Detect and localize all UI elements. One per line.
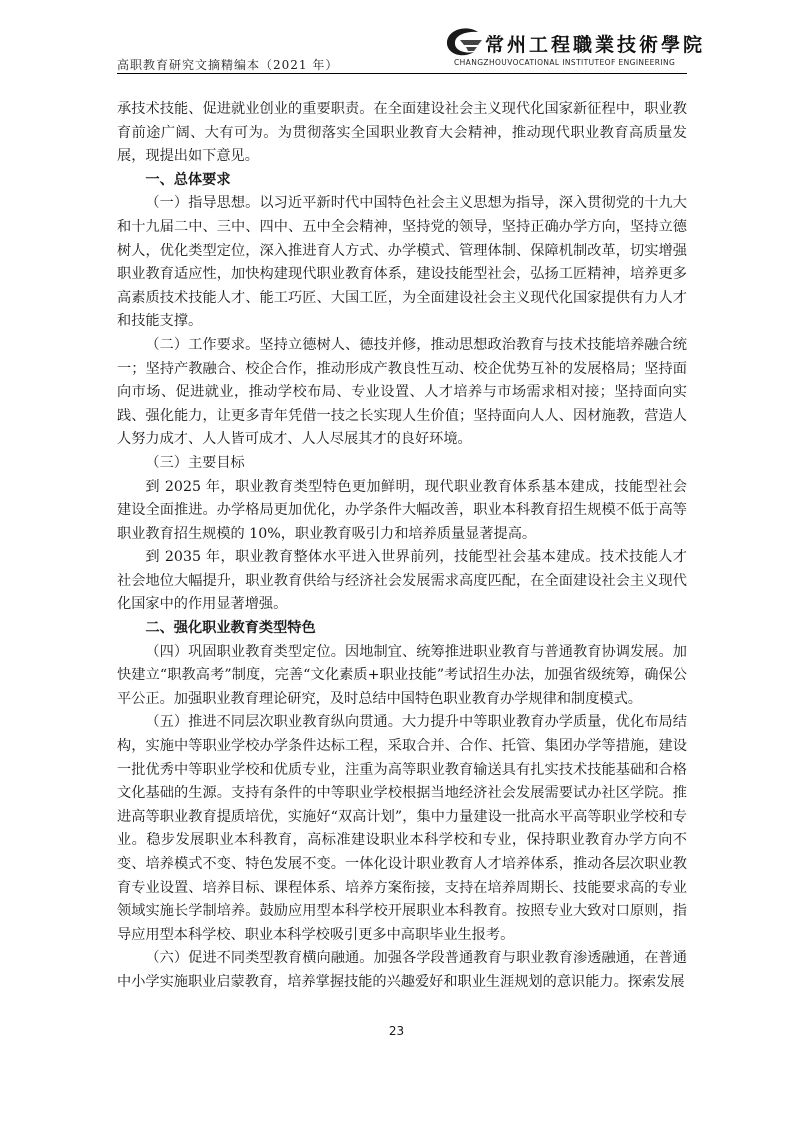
section-heading: 二、强化职业教育类型特色 xyxy=(145,620,316,637)
body-paragraph: （一）指导思想。以习近平新时代中国特色社会主义思想为指导，深入贯彻党的十九大和十九届二中、三中、四中、五中全会精神，坚持党的领导，坚持正确办学方向，坚持立德树人，优化类型定位，深入推进育人方式、办学模式、管理体制、保障机制改革，切实增强职业教育适应性，加快构建现代职业教育体系，建设技能型社会，弘扬工匠精神，培养更多高素质技术技能人才、能工巧匠、大国工匠，为全面建设社会主义现代化国家提供有力人才和技能支撑。 xyxy=(117,195,687,330)
body-paragraph: （六）促进不同类型教育横向融通。加强各学段普通教育与职业教育渗透融通，在普通中小学实施职业启蒙教育，培养掌握技能的兴趣爱好和职业生涯规划的意识能力。探索发展 xyxy=(117,950,687,990)
section-heading: 一、总体要求 xyxy=(145,171,231,188)
school-name: 常州工程職業技術學院 xyxy=(485,34,706,56)
body-paragraph: 到 2025 年，职业教育类型特色更加鲜明，现代职业教育体系基本建成，技能型社会建设全面推进。办学格局更加优化，办学条件大幅改善，职业本科教育招生规模不低于高等职业教育招生规模的 10%，职业教育吸引力和培养质量显著提高。 xyxy=(117,478,687,542)
book-title: 高职教育研究文摘精编本（2021 年） xyxy=(117,58,339,72)
college-logo-icon xyxy=(444,26,484,60)
body-paragraph: （五）推进不同层次职业教育纵向贯通。大力提升中等职业教育办学质量，优化布局结构，实施中等职业学校办学条件达标工程，采取合并、合作、托管、集团办学等措施，建设一批优秀中等职业学校和优质专业，注重为高等职业教育输送具有扎实技术技能基础和合格文化基础的生源。支持有条件的中等职业学校根据当地经济社会发展需要试办社区学院。推进高等职业教育提质培优，实施好“双高计划”，集中力量建设一批高水平高等职业学校和专业。稳步发展职业本科教育，高标准建设职业本科学校和专业，保持职业教育办学方向不变、培养模式不变、特色发展不变。一体化设计职业教育人才培养体系，推动各层次职业教育专业设置、培养目标、课程体系、培养方案衔接，支持在培养周期长、技能要求高的专业领域实施长学制培养。鼓励应用型本科学校开展职业本科教育。按照专业大致对口原则，指导应用型本科学校、职业本科学校吸引更多中高职毕业生报考。 xyxy=(117,714,687,943)
body-paragraph: （四）巩固职业教育类型定位。因地制宜、统筹推进职业教育与普通教育协调发展。加快建立“职教高考”制度，完善“文化素质+职业技能”考试招生办法，加强省级统筹，确保公平公正。加强职业教育理论研究，及时总结中国特色职业教育办学规律和制度模式。 xyxy=(117,643,687,707)
body-paragraph: 到 2035 年，职业教育整体水平进入世界前列，技能型社会基本建成。技术技能人才社会地位大幅提升，职业教育供给与经济社会发展需求高度匹配，在全面建设社会主义现代化国家中的作用显著增强。 xyxy=(117,549,687,613)
college-logo xyxy=(444,26,706,72)
header-rule xyxy=(117,73,687,74)
document-body xyxy=(117,98,687,995)
body-paragraph: 承技术技能、促进就业创业的重要职责。在全面建设社会主义现代化国家新征程中，职业教育前途广阔、大有可为。为贯彻落实全国职业教育大会精神，推动现代职业教育高质量发展，现提出如下意见。 xyxy=(117,101,687,165)
page-number: 23 xyxy=(388,1024,405,1038)
body-paragraph: （三）主要目标 xyxy=(145,454,245,471)
school-name-en: CHANGZHOUVOCATIONAL INSTITUTEOF ENGINEERING xyxy=(454,58,676,67)
body-paragraph: （二）工作要求。坚持立德树人、德技并修，推动思想政治教育与技术技能培养融合统一；坚持产教融合、校企合作，推动形成产教良性互动、校企优势互补的发展格局；坚持面向市场、促进就业，推动学校布局、专业设置、人才培养与市场需求相对接；坚持面向实践、强化能力，让更多青年凭借一技之长实现人生价值；坚持面向人人、因材施教，营造人人努力成才、人人皆可成才、人人尽展其才的良好环境。 xyxy=(117,336,687,448)
